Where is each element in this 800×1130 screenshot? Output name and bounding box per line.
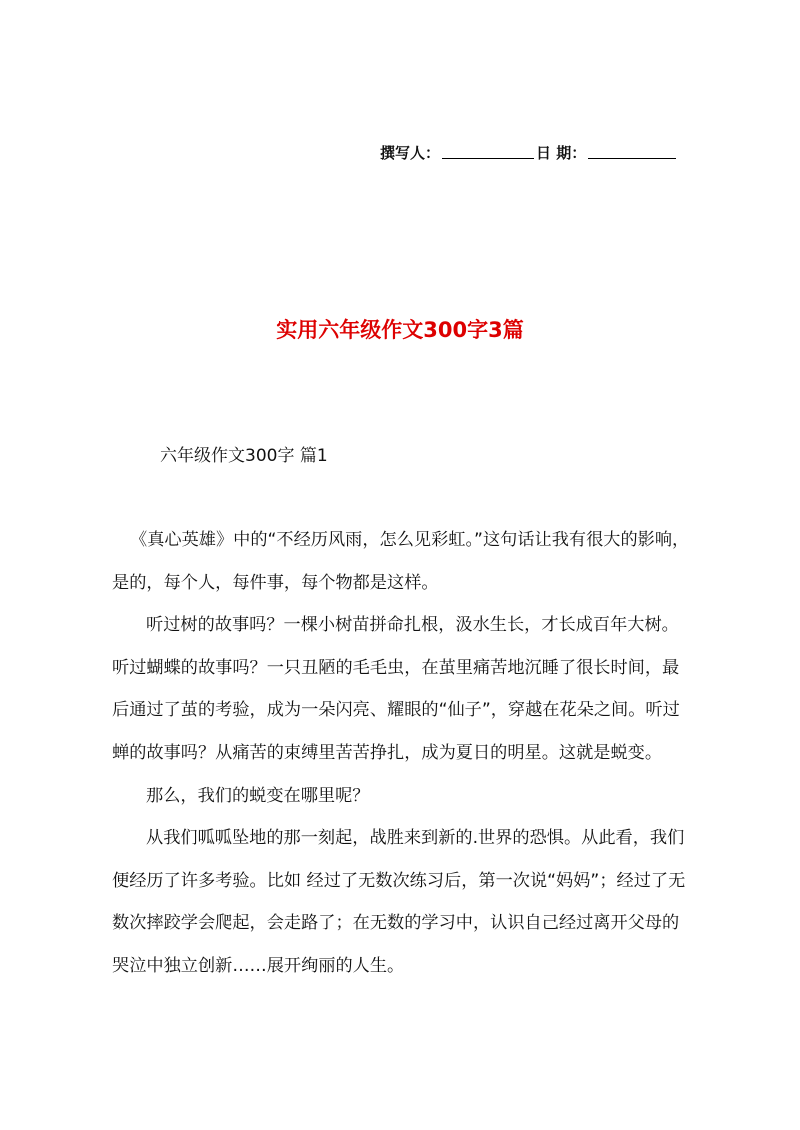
paragraph-3: 那么，我们的蜕变在哪里呢？ bbox=[146, 785, 370, 806]
author-label: 撰写人： bbox=[380, 144, 441, 162]
paragraph-2: 听过树的故事吗？一棵小树苗拼命扎根，汲水生长，才长成百年大树。听过蝴蝶的故事吗？一只丑陋的毛毛虫，在茧里痛苦地沉睡了很长时间，最后通过了茧的考验，成为一朵闪亮、耀眼的“仙子”，穿越在花朵之间。听过蝉的故事吗？从痛苦的束缚里苦苦挣扎，成为夏日的明星。这就是蜕变。 bbox=[112, 615, 680, 763]
author-blank-line bbox=[442, 157, 534, 159]
author-date-line bbox=[380, 142, 678, 163]
article-body bbox=[112, 519, 692, 988]
paragraph-4: 从我们呱呱坠地的那一刻起，战胜来到新的.世界的恐惧。从此看，我们便经历了许多考验。比如 经过了无数次练习后，第一次说“妈妈”；经过了无数次摔跤学会爬起，会走路了；在无数的学习中，认识自己经过离开父母的哭泣中独立创新……展开绚丽的人生。 bbox=[112, 828, 686, 976]
section-heading: 六年级作文300字 篇1 bbox=[160, 446, 328, 466]
paragraph-1: 《真心英雄》中的“不经历风雨，怎么见彩虹。”这句话让我有很大的影响，是的，每个人，每件事，每个物都是这样。 bbox=[112, 530, 690, 593]
date-label: 日 期： bbox=[536, 144, 587, 162]
document-title: 实用六年级作文300字3篇 bbox=[276, 318, 524, 342]
date-blank-line bbox=[588, 157, 676, 159]
